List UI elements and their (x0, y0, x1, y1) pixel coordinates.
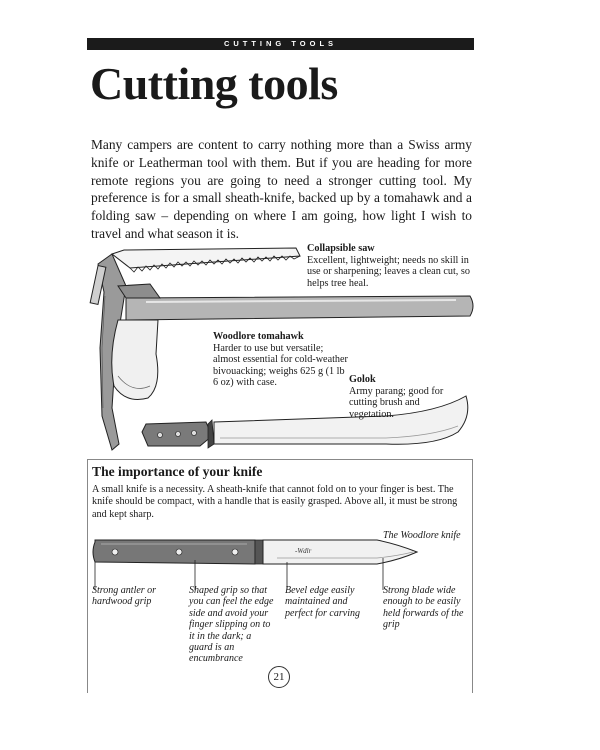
note-grip: Strong antler or hardwood grip (92, 585, 157, 608)
golok-caption-title: Golok (349, 374, 376, 385)
saw-caption (307, 243, 473, 289)
tomahawk-caption-text: Harder to use but versatile; almost essential for cold-weather bivouacking; weighs 625 g (1 lb 6 oz) with case. (213, 342, 348, 389)
section-header-bar: CUTTING TOOLS (87, 38, 474, 50)
woodlore-knife-label: The Woodlore knife (383, 530, 461, 541)
golok-caption-text: Army parang; good for cutting brush and vegetation. (349, 385, 444, 420)
knife-section-heading: The importance of your knife (92, 464, 263, 479)
note-shaped-grip: Shaped grip so that you can feel the edge side and avoid your finger slipping on to it in the dark; a guard is an encumbrance (189, 585, 274, 665)
saw-caption-title: Collapsible saw (307, 243, 375, 254)
tomahawk-caption (213, 331, 349, 389)
knife-section-text: A small knife is a necessity. A sheath-knife that cannot fold on to your finger is best. The knife should be compact, with a handle that is easily grasped. Above all, it must be strong and kept sharp. (92, 484, 458, 520)
page-title: Cutting tools (90, 58, 338, 109)
intro-paragraph: Many campers are content to carry nothing more than a Swiss army knife or Leatherman tool with them. But if you are heading for more remote regions you are going to need a stronger cutting tool. My preference is for a small sheath-knife, backed up by a tomahawk and a folding saw – depending on where I am going, how light I wish to travel and what season it is. (91, 137, 472, 241)
blade-maker-mark: -Wdlr (295, 547, 312, 555)
page-number: 21 (268, 666, 290, 688)
note-strong-blade: Strong blade wide enough to be easily held forwards of the grip (383, 585, 464, 631)
golok-caption (349, 374, 449, 420)
saw-caption-text: Excellent, lightweight; needs no skill in use or sharpening; leaves a clean cut, so helps tree heal. (307, 254, 470, 289)
note-bevel-edge: Bevel edge easily maintained and perfect for carving (285, 585, 360, 619)
tomahawk-caption-title: Woodlore tomahawk (213, 331, 304, 342)
